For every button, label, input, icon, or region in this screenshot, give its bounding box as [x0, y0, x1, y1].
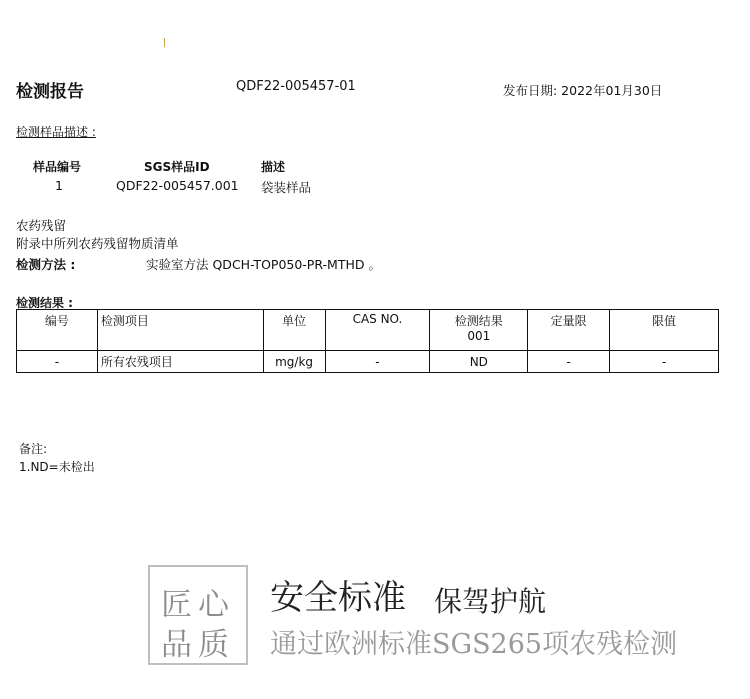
header-tick-mark — [164, 38, 165, 47]
cell-limit: - — [610, 351, 719, 373]
results-table — [16, 309, 719, 373]
sample-header-no: 样品编号 — [33, 160, 82, 174]
table-row — [17, 351, 719, 373]
slogan-sub: 保驾护航 — [434, 585, 547, 618]
results-label: 检测结果 : — [16, 296, 73, 310]
cell-no: - — [17, 351, 98, 373]
report-title: 检测报告 — [16, 82, 84, 102]
notes-item: 1.ND=未检出 — [19, 460, 95, 474]
report-number: QDF22-005457-01 — [236, 79, 356, 94]
sample-sgs-id-value: QDF22-005457.001 — [116, 178, 239, 193]
stamp-line-2: 品质 — [161, 627, 235, 663]
quality-stamp — [148, 565, 248, 665]
results-header-limit: 限值 — [610, 310, 719, 351]
results-header-row — [17, 310, 719, 351]
sample-description-label: 检测样品描述 : — [16, 125, 96, 139]
cell-cas: - — [325, 351, 430, 373]
sample-no-value: 1 — [55, 178, 63, 193]
issue-date: 发布日期: 2022年01月30日 — [503, 83, 663, 98]
stamp-line-1: 匠心 — [161, 587, 235, 623]
results-header-result: 检测结果 001 — [430, 310, 528, 351]
slogan-line-2: 通过欧洲标准SGS265项农残检测 — [270, 629, 678, 660]
results-header-item: 检测项目 — [97, 310, 263, 351]
sample-header-sgs-id: SGS样品ID — [144, 160, 210, 174]
slogan-main: 安全标准 — [270, 578, 406, 618]
results-header-loq: 定量限 — [528, 310, 610, 351]
sample-header-description: 描述 — [261, 160, 286, 174]
notes-label: 备注: — [19, 442, 48, 456]
cell-result: ND — [430, 351, 528, 373]
cell-unit: mg/kg — [263, 351, 325, 373]
cell-loq: - — [528, 351, 610, 373]
sample-description-value: 袋装样品 — [261, 180, 312, 195]
method-value: 实验室方法 QDCH-TOP050-PR-MTHD 。 — [146, 257, 381, 272]
cell-item: 所有农残项目 — [97, 351, 263, 373]
results-header-cas: CAS NO. — [325, 310, 430, 351]
appendix-note: 附录中所列农药残留物质清单 — [16, 236, 179, 251]
method-label: 检测方法 : — [16, 257, 76, 272]
test-item: 农药残留 — [16, 218, 67, 233]
results-header-unit: 单位 — [263, 310, 325, 351]
results-header-no: 编号 — [17, 310, 98, 351]
